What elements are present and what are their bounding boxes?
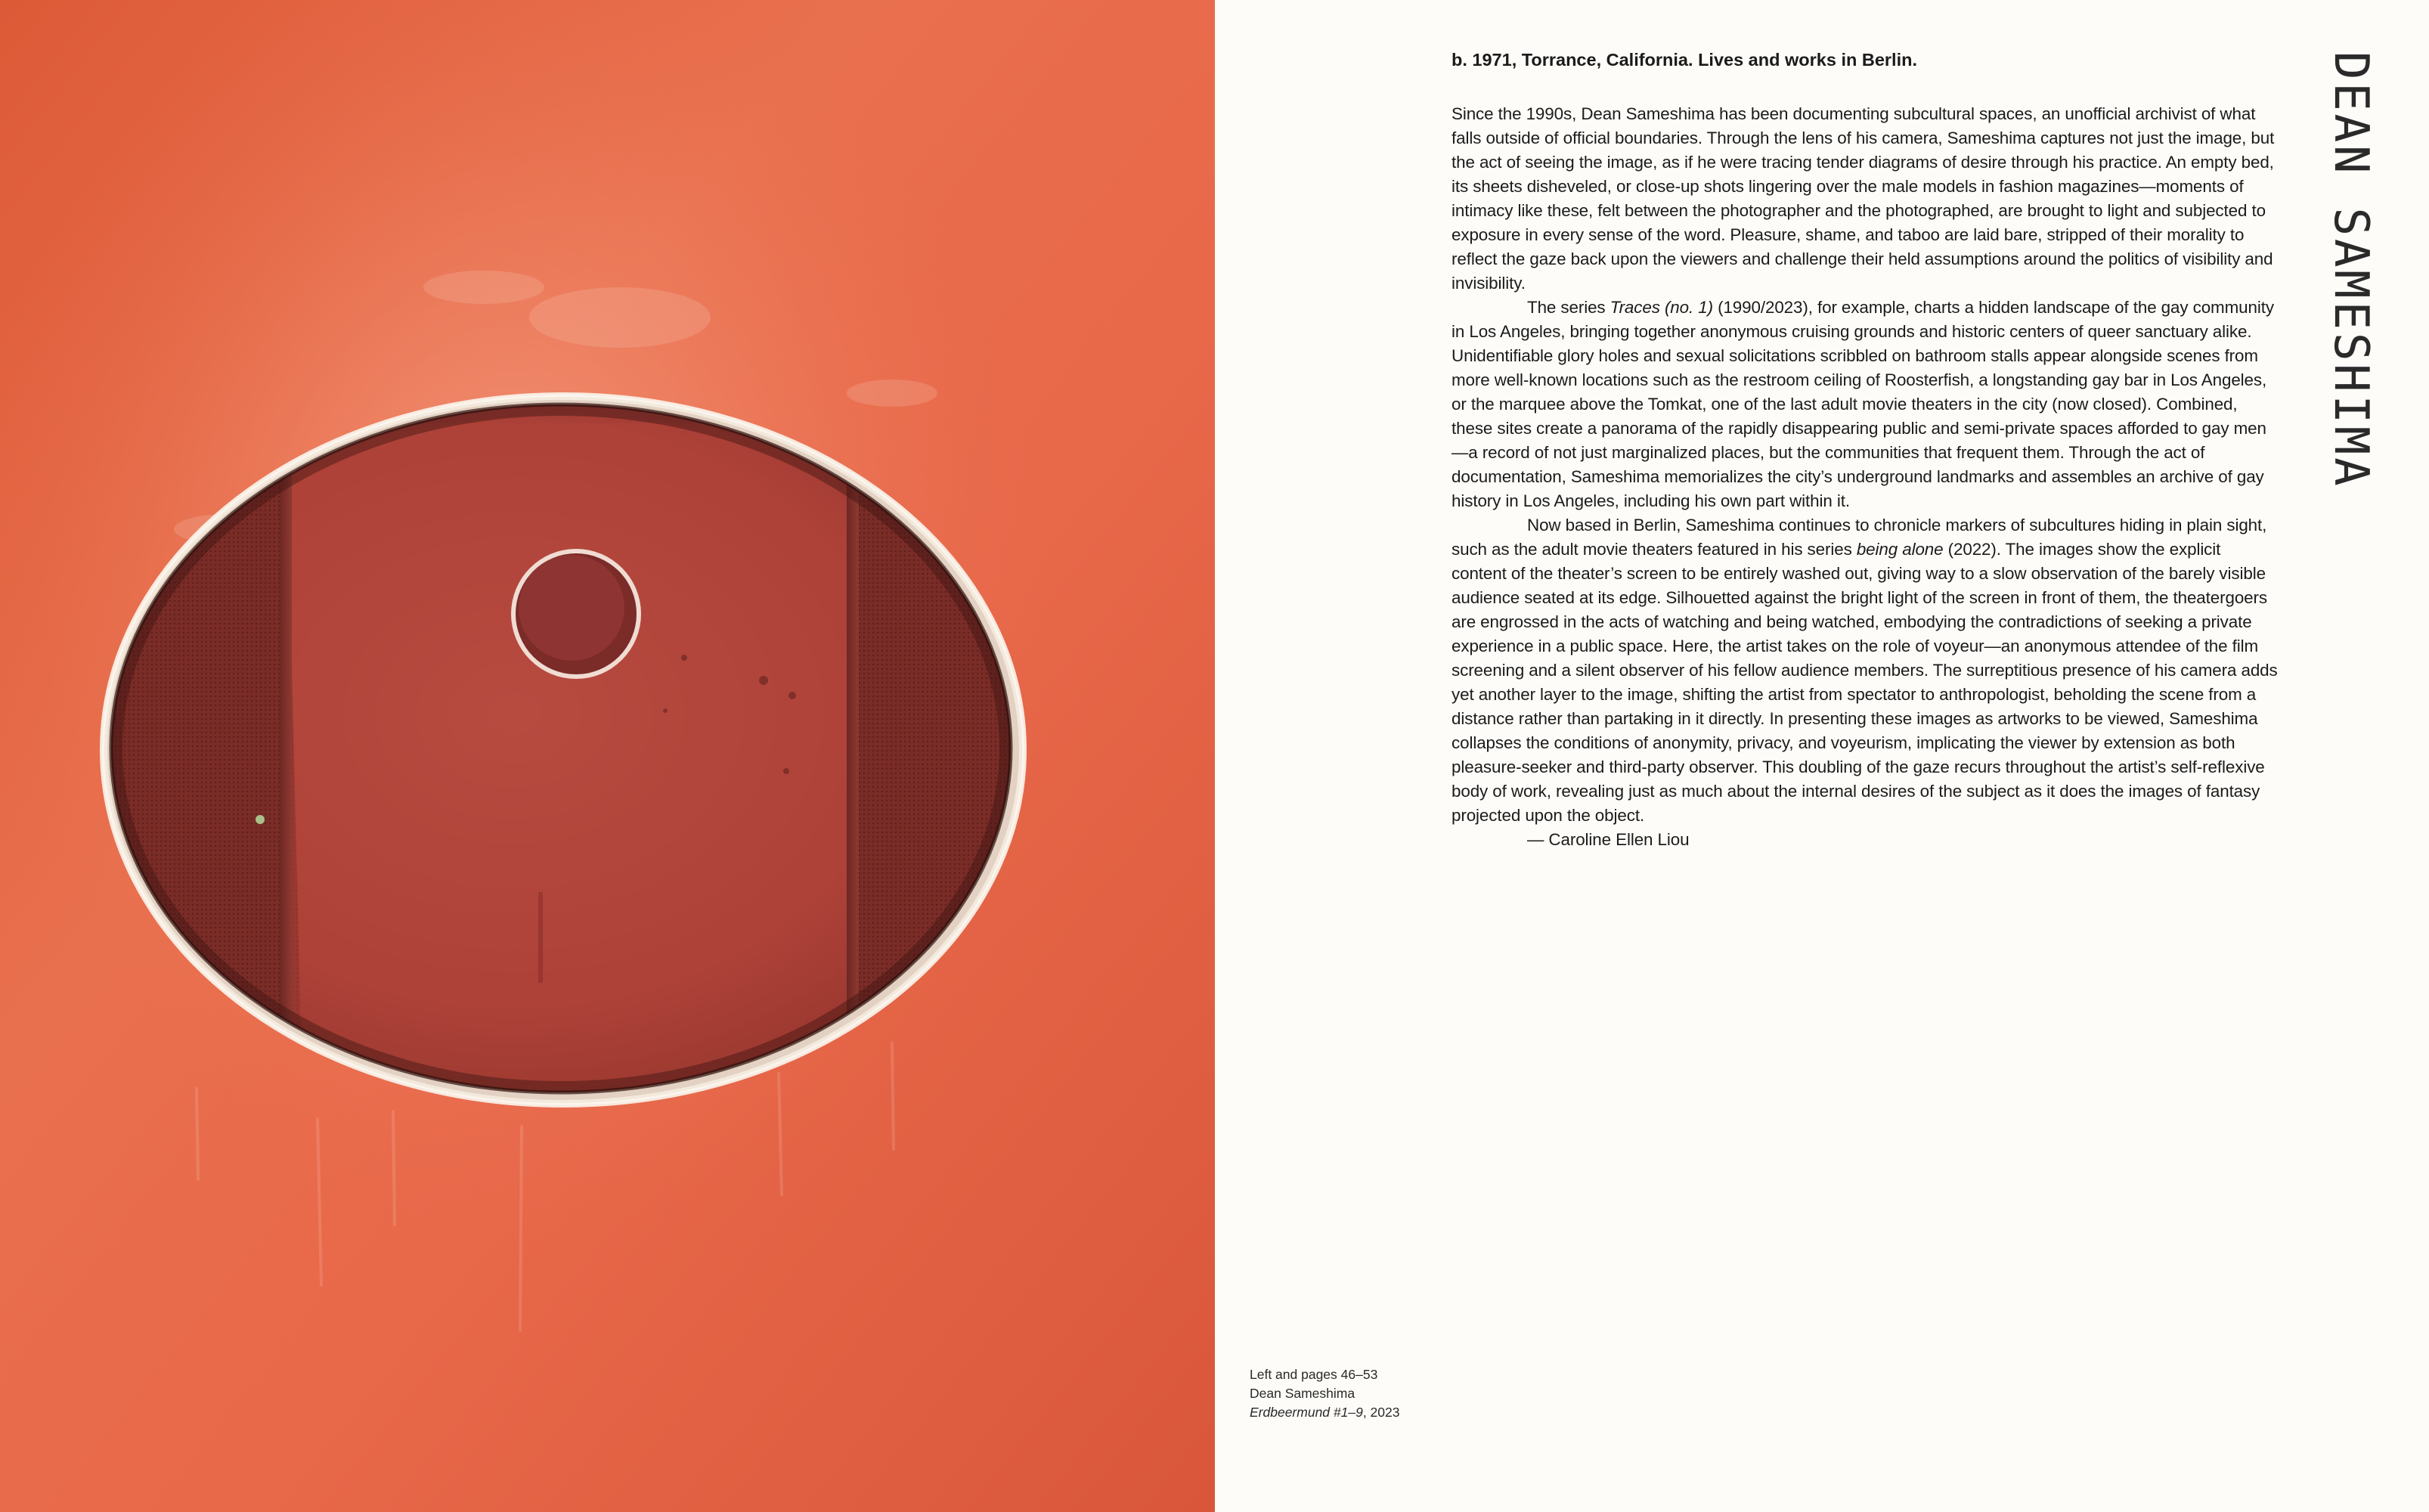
artist-bio: b. 1971, Torrance, California. Lives and works in Berlin. xyxy=(1452,50,1917,70)
essay-paragraph-3-start: Now based in Berlin, Sameshima continues to chronicle markers of subcultures hiding in plain sight, such as the adult movie theaters featured in his series xyxy=(1452,516,2267,559)
essay-paragraph-2-rest: (1990/2023), for example, charts a hidden landscape of the gay community in Los Angeles, bringing together anonymous cruising grounds and historic centers of queer sanctuary alike. Unidentifiable glory holes and sexual solicitations scribbled on bathroom stalls appear alongside scenes from more well-known locations such as the restroom ceiling of Roosterfish, a longstanding gay bar in Los Angeles, or the marquee above the Tomkat, one of the last adult movie theaters in the city (now closed). Combined, these sites create a panorama of the rapidly disappearing public and semi-private spaces afforded to gay men—a record of not just marginalized places, but the communities that frequent them. Through the act of documentation, Sameshima memorializes the city’s underground landmarks and assembles an archive of gay history in Los Angeles, including his own part within it. xyxy=(1452,298,2274,510)
essay-paragraph-3 xyxy=(1452,513,2279,828)
caption-page-reference: Left and pages 46–53 xyxy=(1250,1367,1378,1382)
essay xyxy=(1452,102,2279,852)
caption-artist: Dean Sameshima xyxy=(1250,1386,1355,1401)
essay-paragraph-3-rest: (2022). The images show the explicit content of the theater’s screen to be entirely washed out, giving way to a slow observation of the barely visible audience seated at its edge. Silhouetted against the bright light of the screen in front of them, the theatergoers are engrossed in the acts of watching and being watched, embodying the contradictions of seeking a private experience in a public space. Here, the artist takes on the role of voyeur—an anonymous attendee of the film screening and a silent observer of his fellow audience members. The surreptitious presence of his camera adds yet another layer to the image, shifting the artist from spectator to anthropologist, beholding the scene from a distance rather than partaking in it directly. In presenting these images as artworks to be viewed, Sameshima collapses the conditions of anonymity, privacy, and voyeurism, implicating the viewer by extension as both pleasure-seeker and third-party observer. This doubling of the gaze recurs throughout the artist’s self-reflexive body of work, revealing just as much about the internal desires of the subject as it does the images of fantasy projected upon the object. xyxy=(1452,540,2278,825)
essay-paragraph-2 xyxy=(1452,296,2279,513)
work-title-being-alone: being alone xyxy=(1856,540,1944,559)
image-caption xyxy=(1250,1365,1399,1422)
essay-author: — Caroline Ellen Liou xyxy=(1527,830,1690,849)
caption-work-title: Erdbeermund #1–9 xyxy=(1250,1405,1363,1420)
artist-name-vertical: DEAN SAMESHIMA xyxy=(2324,51,2379,489)
caption-work xyxy=(1250,1403,1399,1422)
essay-paragraph-2-start: The series xyxy=(1527,298,1610,317)
text-page xyxy=(1215,0,2429,1512)
essay-paragraph-1: Since the 1990s, Dean Sameshima has been documenting subcultural spaces, an unofficial archivist of what falls outside of official boundaries. Through the lens of his camera, Sameshima captures not just the image, but the act of seeing the image, as if he were tracing tender diagrams of desire through his practice. An empty bed, its sheets disheveled, or close-up shots lingering over the male models in fashion magazines—moments of intimacy like these, felt between the photographer and the photographed, are brought to light and subjected to exposure in every sense of the word. Pleasure, shame, and taboo are laid bare, stripped of their morality to reflect the gaze back upon the viewers and challenge their held assumptions around the politics of visibility and invisibility. xyxy=(1452,104,2275,293)
caption-work-year: , 2023 xyxy=(1362,1405,1400,1420)
work-title-traces: Traces (no. 1) xyxy=(1610,298,1713,317)
